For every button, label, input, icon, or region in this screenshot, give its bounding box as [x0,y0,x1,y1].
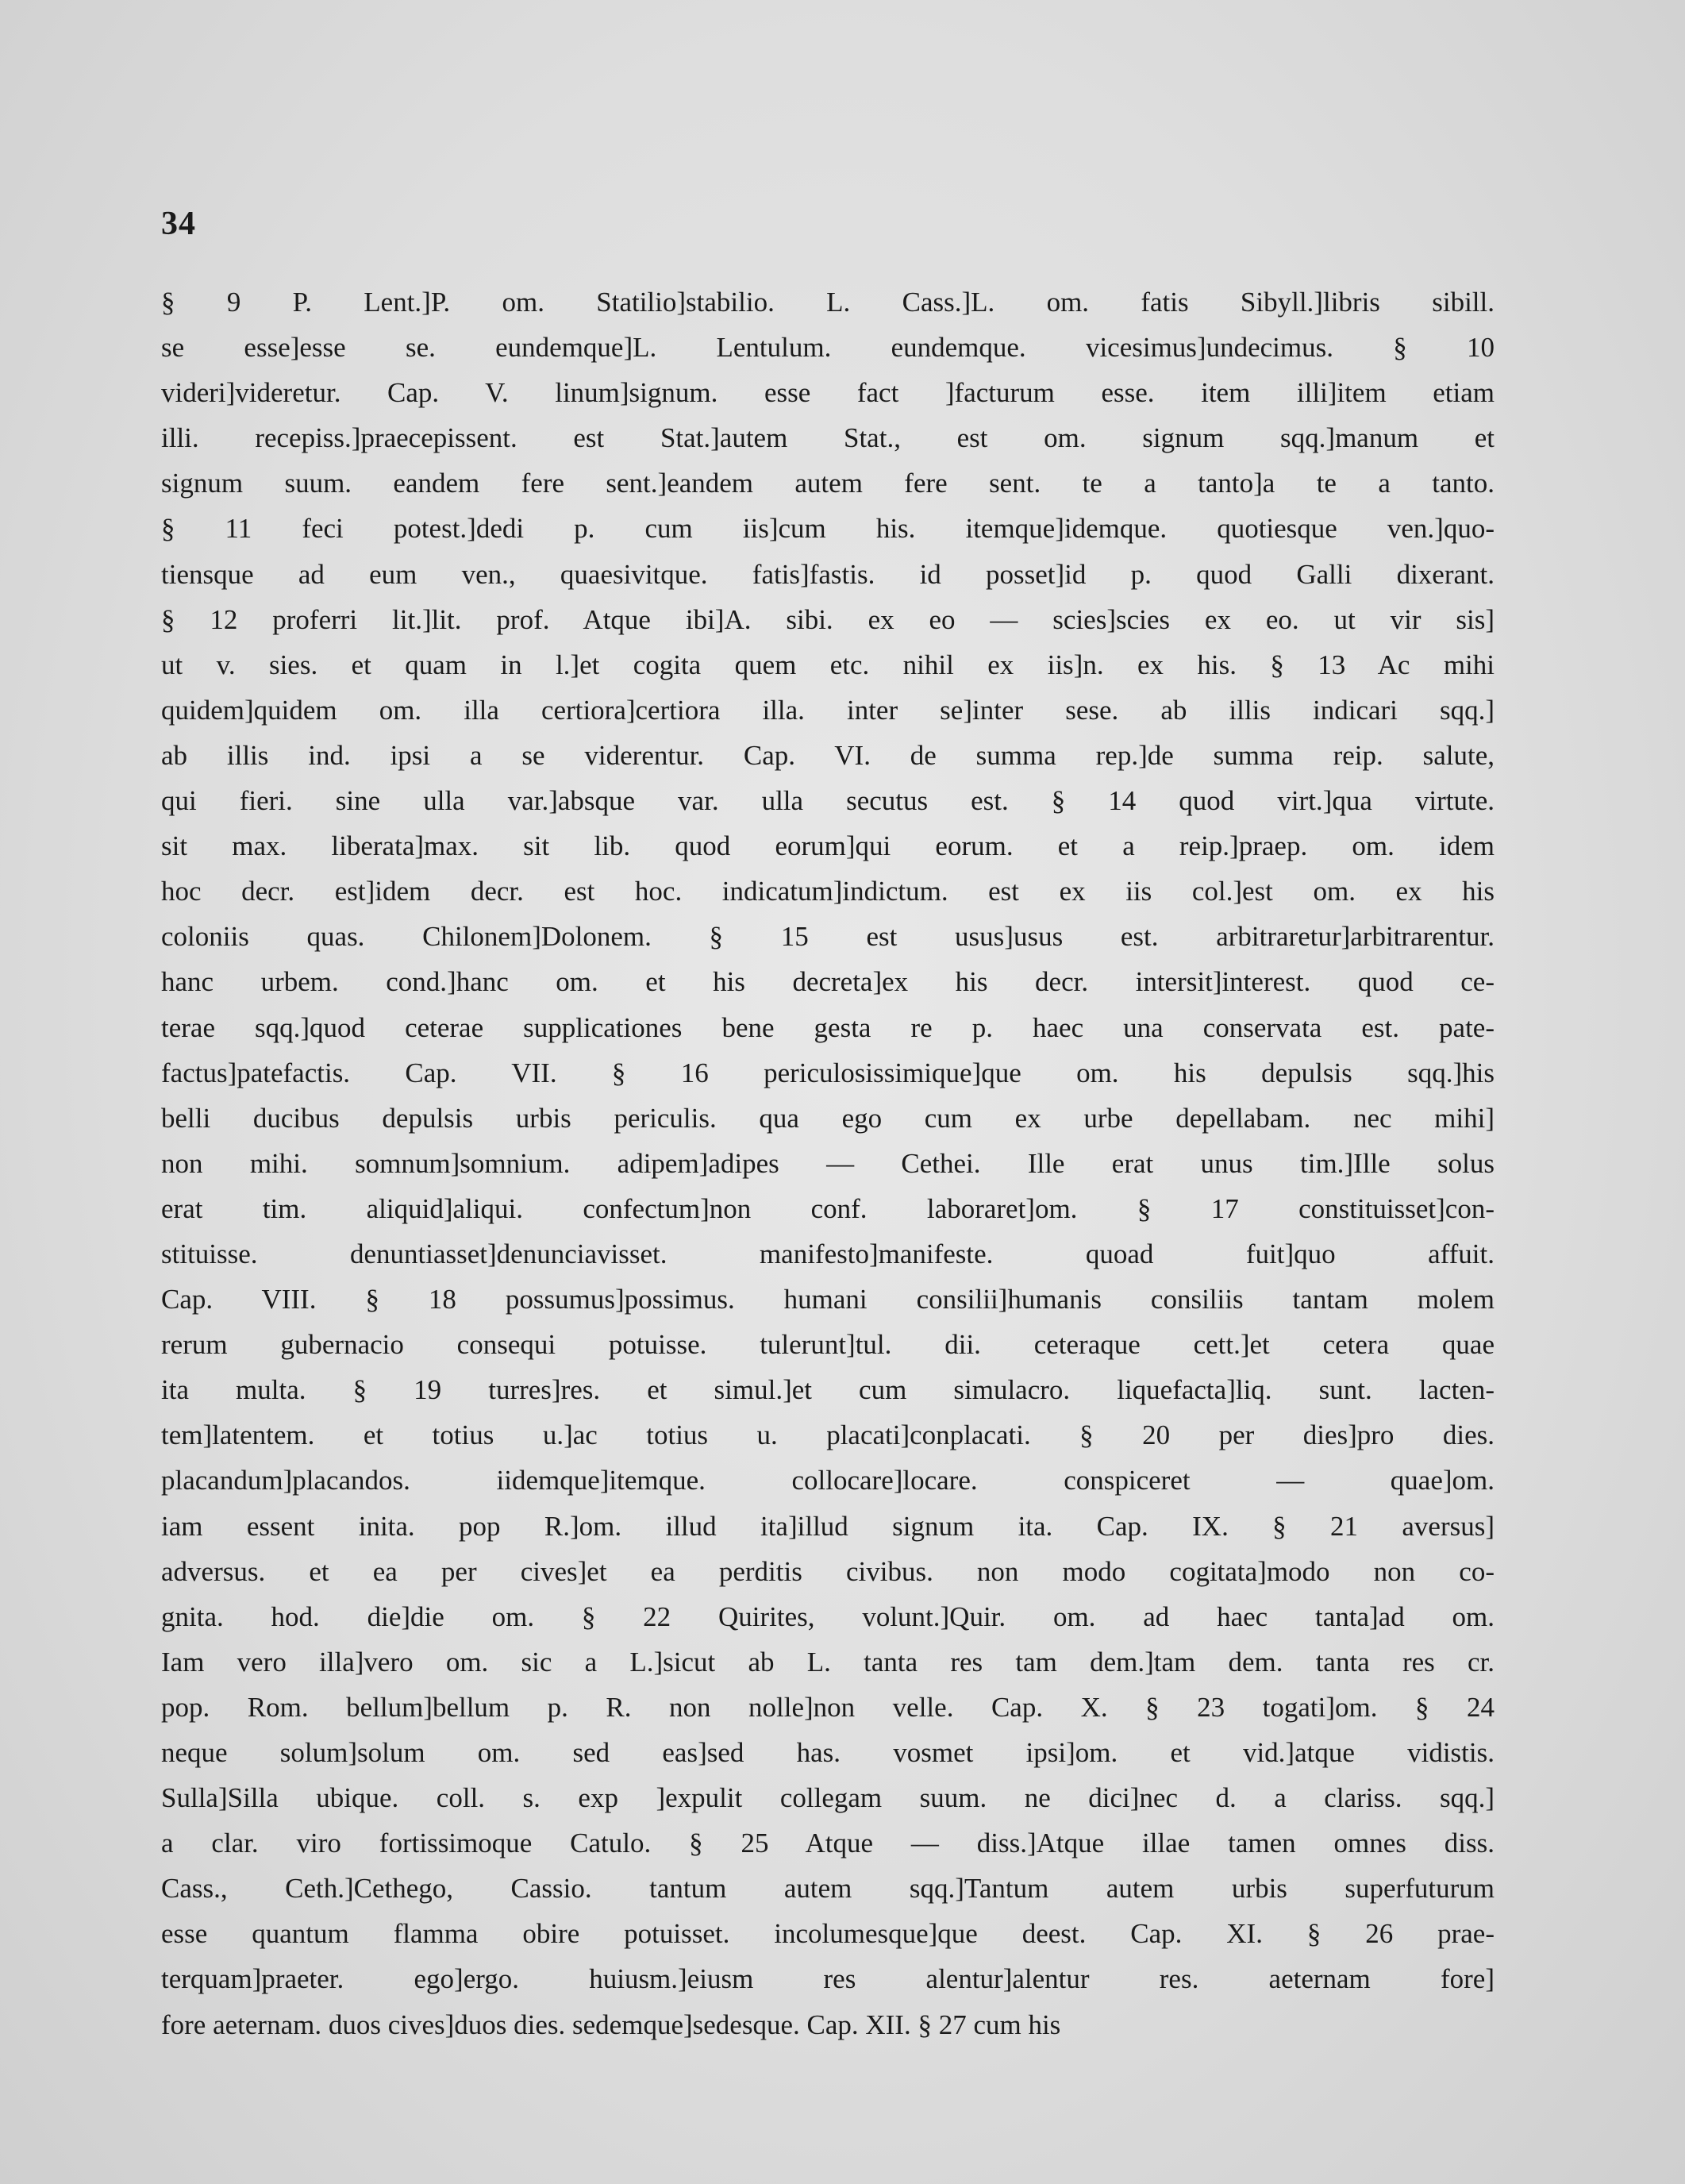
text-line: esse quantum flamma obire potuisset. incolumesque]que deest. Cap. XI. § 26 prae- [161,1918,1495,1950]
text-line: ab illis ind. ipsi a se viderentur. Cap. VI. de summa rep.]de summa reip. salute, [161,739,1495,771]
text-line: § 12 proferri lit.]lit. prof. Atque ibi]A. sibi. ex eo — scies]scies ex eo. ut vir sis] [161,603,1495,635]
text-line: Cap. VIII. § 18 possumus]possimus. humani consilii]humanis consiliis tantam molem [161,1284,1495,1315]
text-line: iam essent inita. pop R.]om. illud ita]illud signum ita. Cap. IX. § 21 aversus] [161,1510,1495,1542]
text-line: videri]videretur. Cap. V. linum]signum. esse fact ]facturum esse. item illi]item etiam [161,377,1495,409]
text-line: factus]patefactis. Cap. VII. § 16 periculosissimique]que om. his depulsis sqq.]his [161,1057,1495,1088]
text-line: quidem]quidem om. illa certiora]certiora illa. inter se]inter sese. ab illis indicari sqq.] [161,694,1495,726]
text-line: terquam]praeter. ego]ergo. huiusm.]eiusm res alentur]alentur res. aeternam fore] [161,1963,1495,1995]
text-line: tiensque ad eum ven., quaesivitque. fatis]fastis. id posset]id p. quod Galli dixerant. [161,558,1495,590]
text-line: gnita. hod. die]die om. § 22 Quirites, volunt.]Quir. om. ad haec tanta]ad om. [161,1600,1495,1632]
text-line: neque solum]solum om. sed eas]sed has. vosmet ipsi]om. et vid.]atque vidistis. [161,1737,1495,1768]
text-line: hanc urbem. cond.]hanc om. et his decreta]ex his decr. intersit]interest. quod ce- [161,966,1495,998]
text-line: terae sqq.]quod ceterae supplicationes bene gesta re p. haec una conservata est. pate- [161,1011,1495,1043]
text-line: sit max. liberata]max. sit lib. quod eorum]qui eorum. et a reip.]praep. om. idem [161,830,1495,862]
text-line: fore aeternam. duos cives]duos dies. sedemque]sedesque. Cap. XII. § 27 cum his [161,2009,1061,2040]
text-line: qui fieri. sine ulla var.]absque var. ulla secutus est. § 14 quod virt.]qua virtute. [161,785,1495,817]
text-line: placandum]placandos. iidemque]itemque. collocare]locare. conspiceret — quae]om. [161,1465,1495,1496]
page-number: 34 [161,206,196,242]
text-line: Sulla]Silla ubique. coll. s. exp ]expulit collegam suum. ne dici]nec d. a clariss. sqq.] [161,1782,1495,1814]
text-line: rerum gubernacio consequi potuisse. tulerunt]tul. dii. ceteraque cett.]et cetera quae [161,1329,1495,1361]
text-line: § 11 feci potest.]dedi p. cum iis]cum his. itemque]idemque. quotiesque ven.]quo- [161,513,1495,545]
text-line: tem]latentem. et totius u.]ac totius u. placati]conplacati. § 20 per dies]pro dies. [161,1419,1495,1451]
text-line: illi. recepiss.]praecepissent. est Stat.]autem Stat., est om. signum sqq.]manum et [161,422,1495,454]
critical-apparatus-text [161,279,1495,2047]
text-line: coloniis quas. Chilonem]Dolonem. § 15 est usus]usus est. arbitraretur]arbitrarentur. [161,921,1495,953]
text-line: non mihi. somnum]somnium. adipem]adipes — Cethei. Ille erat unus tim.]Ille solus [161,1147,1495,1179]
text-line: ita multa. § 19 turres]res. et simul.]et cum simulacro. liquefacta]liq. sunt. lacten- [161,1374,1495,1406]
text-line: signum suum. eandem fere sent.]eandem autem fere sent. te a tanto]a te a tanto. [161,468,1495,499]
text-line: § 9 P. Lent.]P. om. Statilio]stabilio. L. Cass.]L. om. fatis Sibyll.]libris sibill. [161,287,1495,318]
text-line: Iam vero illa]vero om. sic a L.]sicut ab L. tanta res tam dem.]tam dem. tanta res cr. [161,1646,1495,1677]
text-line: hoc decr. est]idem decr. est hoc. indicatum]indictum. est ex iis col.]est om. ex his [161,876,1495,907]
text-line: se esse]esse se. eundemque]L. Lentulum. eundemque. vicesimus]undecimus. § 10 [161,332,1495,364]
text-line: adversus. et ea per cives]et ea perditis civibus. non modo cogitata]modo non co- [161,1555,1495,1587]
text-line: pop. Rom. bellum]bellum p. R. non nolle]non velle. Cap. X. § 23 togati]om. § 24 [161,1691,1495,1723]
text-line: ut v. sies. et quam in l.]et cogita quem etc. nihil ex iis]n. ex his. § 13 Ac mihi [161,649,1495,680]
text-line: erat tim. aliquid]aliqui. confectum]non conf. laboraret]om. § 17 constituisset]con- [161,1192,1495,1224]
text-line: belli ducibus depulsis urbis periculis. qua ego cum ex urbe depellabam. nec mihi] [161,1102,1495,1134]
text-line: stituisse. denuntiasset]denunciavisset. manifesto]manifeste. quoad fuit]quo affuit. [161,1238,1495,1269]
text-line: a clar. viro fortissimoque Catulo. § 25 Atque — diss.]Atque illae tamen omnes diss. [161,1828,1495,1859]
text-line: Cass., Ceth.]Cethego, Cassio. tantum autem sqq.]Tantum autem urbis superfuturum [161,1873,1495,1905]
